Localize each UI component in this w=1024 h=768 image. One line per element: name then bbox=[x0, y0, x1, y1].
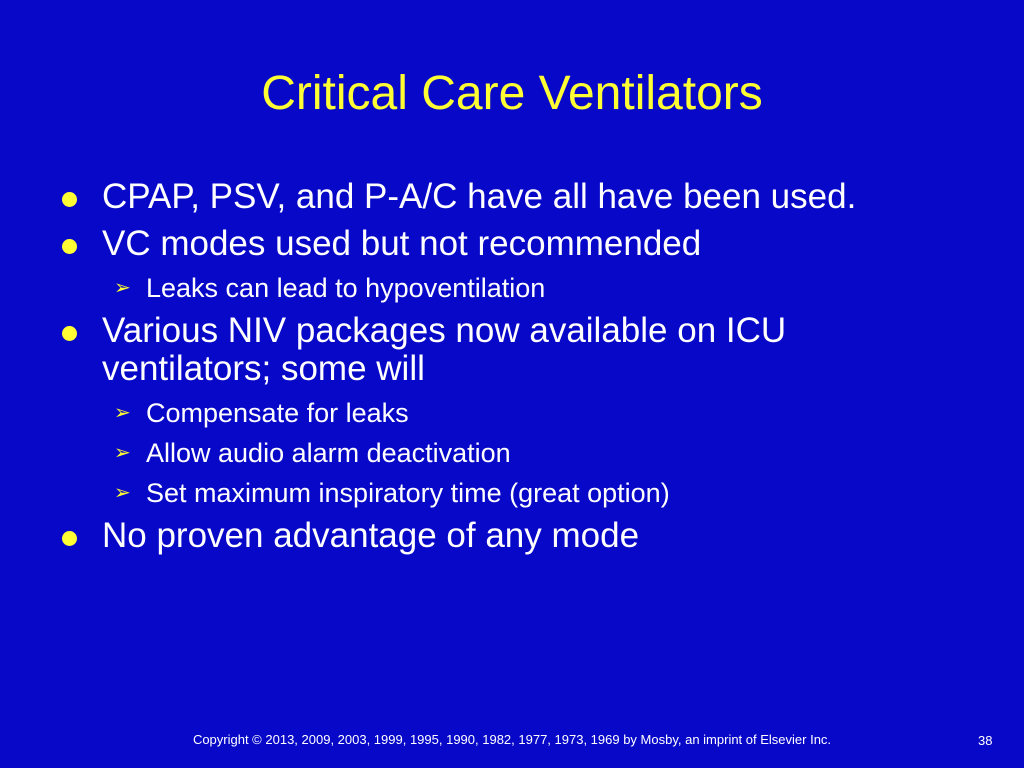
sub-bullet-text: Set maximum inspiratory time (great option) bbox=[146, 478, 670, 508]
sub-bullet-item bbox=[62, 272, 962, 304]
bullet-dot-icon bbox=[62, 531, 77, 546]
sub-bullet-item bbox=[62, 477, 962, 509]
arrowhead-right-icon: ➢ bbox=[114, 402, 131, 424]
slide-title: Critical Care Ventilators bbox=[261, 67, 763, 120]
sub-bullet-text: Allow audio alarm deactivation bbox=[146, 438, 511, 468]
bullet-text: VC modes used but not recommended bbox=[102, 224, 702, 263]
bullet-dot-icon bbox=[62, 326, 77, 341]
copyright-footer: Copyright © 2013, 2009, 2003, 1999, 1995, 1990, 1982, 1977, 1973, 1969 by Mosby, an imprint of Elsevier Inc. bbox=[192, 732, 832, 747]
bullet-text: Various NIV packages now available on ICU ventilators; some will bbox=[102, 311, 787, 388]
arrowhead-right-icon: ➢ bbox=[114, 442, 131, 464]
bullet-dot-icon bbox=[62, 239, 77, 254]
bullet-text: No proven advantage of any mode bbox=[102, 516, 640, 555]
sub-bullet-item bbox=[62, 397, 962, 429]
page-number: 38 bbox=[978, 733, 993, 748]
arrowhead-right-icon: ➢ bbox=[114, 277, 131, 299]
sub-bullet-item bbox=[62, 437, 962, 469]
sub-bullet-text: Leaks can lead to hypoventilation bbox=[146, 273, 546, 303]
bullet-text: CPAP, PSV, and P-A/C have all have been used. bbox=[102, 177, 857, 216]
bullet-item bbox=[62, 225, 962, 263]
arrowhead-right-icon: ➢ bbox=[114, 482, 131, 504]
bullet-list bbox=[62, 178, 962, 564]
bullet-item bbox=[62, 517, 962, 555]
bullet-item bbox=[62, 312, 962, 388]
bullet-item bbox=[62, 178, 962, 216]
sub-bullet-text: Compensate for leaks bbox=[146, 398, 409, 428]
bullet-dot-icon bbox=[62, 192, 77, 207]
